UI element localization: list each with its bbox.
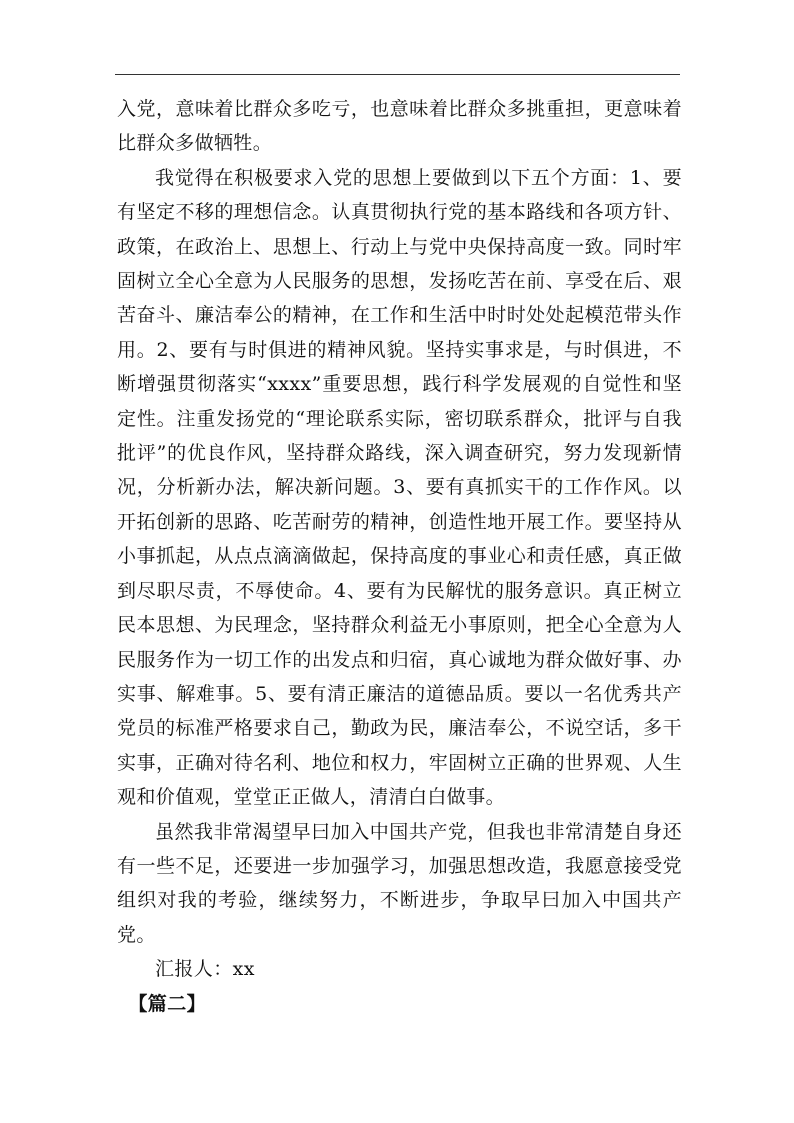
paragraph-five-aspects: 我觉得在积极要求入党的思想上要做到以下五个方面：1、要有坚定不移的理想信念。认真贯彻执行党的基本路线和各项方针、政策，在政治上、思想上、行动上与党中央保持高度一致。同时牢固树立全心全意为人民服务的思想，发扬吃苦在前、享受在后、艰苦奋斗、廉洁奉公的精神，在工作和生活中时时处处起模范带头作用。2、要有与时俱进的精神风貌。坚持实事求是，与时俱进，不断增强贯彻落实“xxxx”重要思想，践行科学发展观的自觉性和坚定性。注重发扬党的“理论联系实际，密切联系群众，批评与自我批评”的优良作风，坚持群众路线，深入调查研究，努力发现新情况，分析新办法，解决新问题。3、要有真抓实干的工作作风。以开拓创新的思路、吃苦耐劳的精神，创造性地开展工作。要坚持从小事抓起，从点点滴滴做起，保持高度的事业心和责任感，真正做到尽职尽责，不辱使命。4、要有为民解忧的服务意识。真正树立民本思想、为民理念，坚持群众利益无小事原则，把全心全意为人民服务作为一切工作的出发点和归宿，真心诚地为群众做好事、办实事、解难事。5、要有清正廉洁的道德品质。要以一名优秀共产党员的标准严格要求自己，勤政为民，廉洁奉公，不说空话，多干实事，正确对待名利、地位和权力，牢固树立正确的世界观、人生观和价值观，堂堂正正做人，清清白白做事。	[117, 166, 682, 809]
paragraph-conclusion: 虽然我非常渴望早曰加入中国共产党，但我也非常清楚自身还有一些不足，还要进一步加强学习，加强思想改造，我愿意接受党组织对我的考验，继续努力，不断进步，争取早曰加入中国共产党。	[117, 820, 682, 946]
document-body	[117, 92, 682, 1021]
signature-line: 汇报人：xx	[155, 958, 255, 981]
paragraph-continuation: 入党，意味着比群众多吃亏，也意味着比群众多挑重担，更意味着比群众多做牺牲。	[117, 98, 682, 155]
section-title: 【篇二】	[128, 992, 206, 1015]
header-rule	[115, 74, 680, 75]
